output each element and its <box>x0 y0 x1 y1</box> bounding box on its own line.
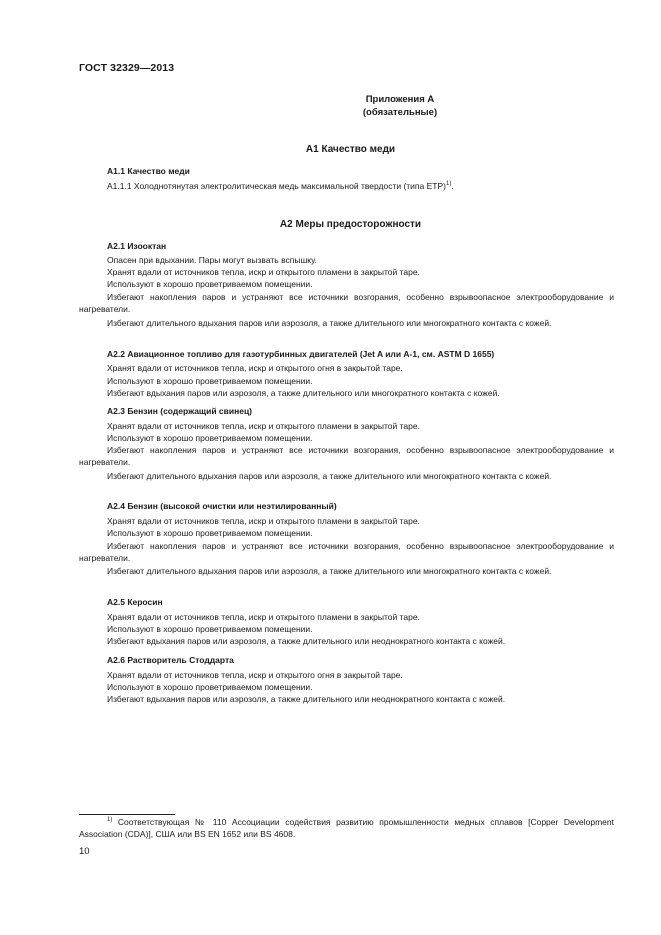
subsection-a2-4-title: А2.4 Бензин (высокой очистки или неэтилированный) <box>107 501 337 511</box>
paragraph: Используют в хорошо проветриваемом помещении. <box>107 433 313 443</box>
paragraph-a1-1-1-text: А1.1.1 Холоднотянутая электролитическая медь максимальной твердости (типа ЕТР) <box>107 181 446 191</box>
page-number: 10 <box>79 846 90 857</box>
paragraph: Используют в хорошо проветриваемом помещении. <box>107 682 313 692</box>
paragraph: Хранят вдали от источников тепла, искр и открытого пламени в закрытой таре. <box>107 516 420 526</box>
paragraph: Хранят вдали от источников тепла, искр и открытого пламени в закрытой таре. <box>107 612 420 622</box>
paragraph: Используют в хорошо проветриваемом помещении. <box>107 376 313 386</box>
paragraph-a1-1-1-tail: . <box>451 181 454 191</box>
subsection-a2-3-title: А2.3 Бензин (содержащий свинец) <box>107 406 253 416</box>
paragraph: Избегают накопления паров и устраняют все источники возгорания, особенно взрывоопасное электрооборудование и нагреватели. <box>79 541 614 563</box>
paragraph: Хранят вдали от источников тепла, искр и открытого пламени в закрытой таре. <box>107 421 420 431</box>
annex-title-line: Приложения А <box>365 94 435 105</box>
paragraph: Избегают длительного вдыхания паров или аэрозоля, а также длительного или многократного контакта с кожей. <box>107 471 552 481</box>
footnote-mark: 1) <box>107 817 113 823</box>
footnote-text: Соответствующая № 110 Ассоциации содействия развитию промышленности медных сплавов [Copper Development Association (CDA)], США или BS EN 1652 или BS 4608. <box>79 817 614 839</box>
subsection-a2-2-title: А2.2 Авиационное топливо для газотурбинных двигателей (Jet A или А-1, см. ASTM D 1655) <box>107 349 495 359</box>
footnote-divider <box>79 814 175 815</box>
footnote <box>79 817 614 840</box>
subsection-a2-1-title: А2.1 Изооктан <box>107 241 167 251</box>
paragraph: Избегают накопления паров и устраняют все источники возгорания, особенно взрывоопасное электрооборудование и нагреватели. <box>79 292 614 314</box>
footnote-ref[interactable]: 1) <box>445 181 452 187</box>
paragraph: Используют в хорошо проветриваемом помещении. <box>107 528 313 538</box>
paragraph: Используют в хорошо проветриваемом помещении. <box>107 279 313 289</box>
document-code: ГОСТ 32329—2013 <box>79 62 175 74</box>
paragraph: Хранят вдали от источников тепла, искр и открытого пламени в закрытой таре. <box>107 267 420 277</box>
paragraph: Хранят вдали от источников тепла, искр и открытого огня в закрытой таре. <box>107 670 403 680</box>
subsection-a2-5-title: А2.5 Керосин <box>107 597 163 607</box>
paragraph: Избегают длительного вдыхания паров или аэрозоля, а также длительного или многократного контакта с кожей. <box>107 318 552 328</box>
section-a1-heading: А1 Качество меди <box>305 144 396 155</box>
paragraph: Избегают длительного вдыхания паров или аэрозоля, а также длительного или многократного контакта с кожей. <box>107 566 552 576</box>
paragraph: Хранят вдали от источников тепла, искр и открытого огня в закрытой таре. <box>107 363 403 373</box>
paragraph-a1-1-1 <box>79 181 614 193</box>
section-a2-heading: А2 Меры предосторожности <box>279 219 422 230</box>
paragraph: Избегают накопления паров и устраняют все источники возгорания, особенно взрывоопасное электрооборудование и нагреватели. <box>79 445 614 467</box>
subsection-a2-6-title: А2.6 Растворитель Стоддарта <box>107 655 234 665</box>
annex-subtitle: (обязательные) <box>362 107 438 118</box>
paragraph: Избегают вдыхания паров или аэрозоля, а также длительного или неоднократного контакта с кожей. <box>107 694 506 704</box>
paragraph: Избегают вдыхания паров или аэрозоля, а также длительного или многократного контакта с кожей. <box>107 388 500 398</box>
annex-title <box>300 93 500 119</box>
paragraph: Используют в хорошо проветриваемом помещении. <box>107 624 313 634</box>
subsection-a1-1-title: А1.1 Качество меди <box>107 166 190 176</box>
paragraph: Опасен при вдыхании. Пары могут вызвать вспышку. <box>107 255 317 265</box>
paragraph: Избегают вдыхания паров или аэрозоля, а также длительного или неоднократного контакта с кожей. <box>107 636 506 646</box>
